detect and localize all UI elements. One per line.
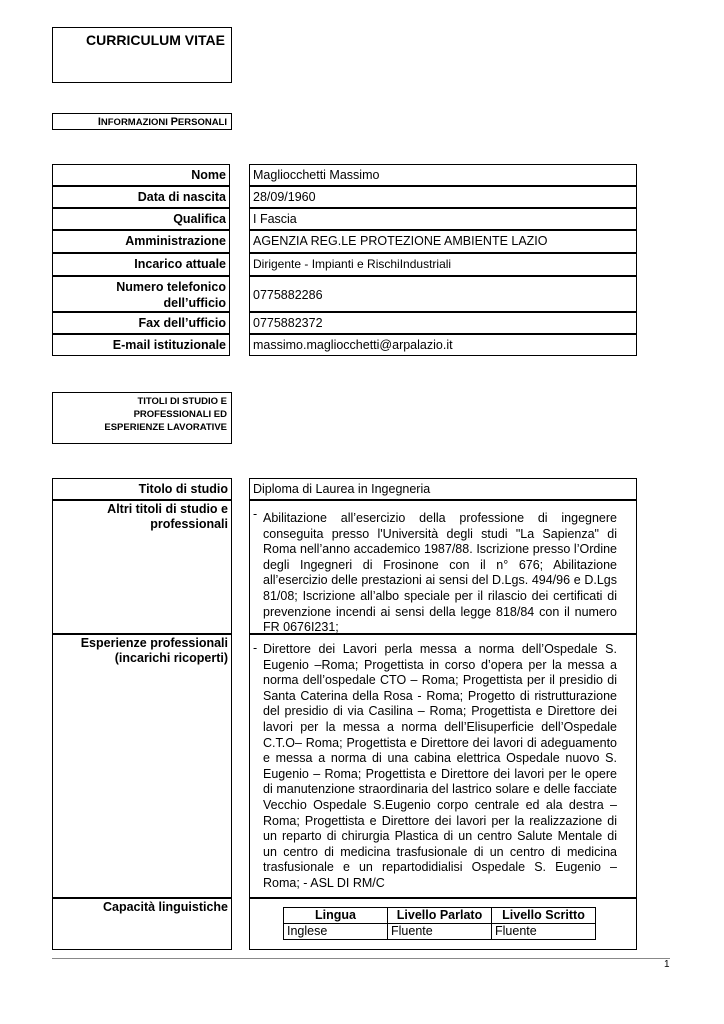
section-titles-line3: ESPERIENZE LAVORATIVE <box>104 422 227 433</box>
cv-title-box <box>52 27 232 83</box>
label-nome: Nome <box>52 164 230 186</box>
label-titolo-studio: Titolo di studio <box>52 478 232 500</box>
value-esperienze: Direttore dei Lavori perla messa a norma dell’Ospedale S. Eugenio –Roma; Progettista in corso d’opera per la messa a norma dell’ospedale CTO – Roma; Progettista per il presidio di Santa Caterina della Rosa - Roma; Progetto di ristrutturazione del presidio di via Casilina – Roma; Progettista e Direttore dei lavori per la messa a norma dell’Elisuperficie dell’Ospedale C.T.O– Roma; Progettista e Direttore dei lavori di adeguamento e messa a norma di una cabina elettrica Ospedale nuovo S. Eugenio – Roma; Progettista e Direttore dei lavori per le opere di manutenzione straordinaria del lastrico solare e delle facciate Vecchio Ospedale S.Eugenio corpo centrale ed ala destra – Roma; Progettista e Direttore dei lavori per la realizzazione di un reparto di chirurgia Plastica di un centro Salute Mentale di un centro di medicina trasfusionale di un centro di medicina trasfusionale e un repartodidialisi Ospedale S. Eugenio – Roma; - ASL DI RM/C <box>263 642 617 890</box>
label-data-nascita: Data di nascita <box>52 186 230 208</box>
header-scritto: Livello Scritto <box>492 908 596 924</box>
value-nome: Magliocchetti Massimo <box>249 164 637 186</box>
footer-divider <box>52 958 670 959</box>
table-header-row <box>284 908 596 924</box>
header-parlato: Livello Parlato <box>388 908 492 924</box>
value-altri-titoli: Abilitazione all’esercizio della professione di ingegnere conseguita presso l'Università degli studi "La Sapienza" di Roma nell’anno accademico 1987/88. Iscrizione presso l’Ordine degli Ingegneri di Frosinone con il n° 676; Abilitazione all’esercizio delle prestazioni ai sensi del D.Lgs. 494/96 e D.Lgs 81/08; Iscrizione all’albo speciale per il rilascio dei certificati di prevenzione incendi ai sensi della legge 818/84 con il numero FR 0676I231; <box>263 511 617 635</box>
table-row <box>284 924 596 940</box>
value-email: massimo.magliocchetti@arpalazio.it <box>249 334 637 356</box>
experience-box <box>249 634 637 898</box>
value-amministrazione: AGENZIA REG.LE PROTEZIONE AMBIENTE LAZIO <box>249 230 637 253</box>
header-lingua: Lingua <box>284 908 388 924</box>
value-data-nascita: 28/09/1960 <box>249 186 637 208</box>
cv-title: CURRICULUM VITAE <box>86 32 225 48</box>
dash-bullet: - <box>253 507 258 521</box>
label-esperienze: Esperienze professionali (incarichi ricoperti) <box>52 634 232 898</box>
value-titolo-studio: Diploma di Laurea in Ingegneria <box>249 478 637 500</box>
value-telefono: 0775882286 <box>249 276 637 312</box>
section-titles <box>52 392 232 444</box>
label-incarico: Incarico attuale <box>52 253 230 276</box>
label-qualifica: Qualifica <box>52 208 230 230</box>
label-fax: Fax dell’ufficio <box>52 312 230 334</box>
other-titles-box <box>249 500 637 634</box>
section-titles-line1: TITOLI DI STUDIO E <box>137 396 227 407</box>
cell-parlato: Fluente <box>388 924 492 940</box>
label-amministrazione: Amministrazione <box>52 230 230 253</box>
label-capacita-linguistiche: Capacità linguistiche <box>52 898 232 950</box>
value-fax: 0775882372 <box>249 312 637 334</box>
section-personal-info: INFORMAZIONI PERSONALI <box>52 113 232 130</box>
label-email: E-mail istituzionale <box>52 334 230 356</box>
label-altri-titoli: Altri titoli di studio e professionali <box>52 500 232 634</box>
value-qualifica: I Fascia <box>249 208 637 230</box>
page-number: 1 <box>664 959 670 970</box>
dash-bullet: - <box>253 641 258 655</box>
languages-table <box>283 907 596 940</box>
label-telefono: Numero telefonico dell’ufficio <box>52 276 230 312</box>
value-incarico: Dirigente - Impianti e RischiIndustriali <box>249 253 637 276</box>
cell-scritto: Fluente <box>492 924 596 940</box>
section-titles-line2: PROFESSIONALI ED <box>133 409 227 420</box>
cell-lingua: Inglese <box>284 924 388 940</box>
